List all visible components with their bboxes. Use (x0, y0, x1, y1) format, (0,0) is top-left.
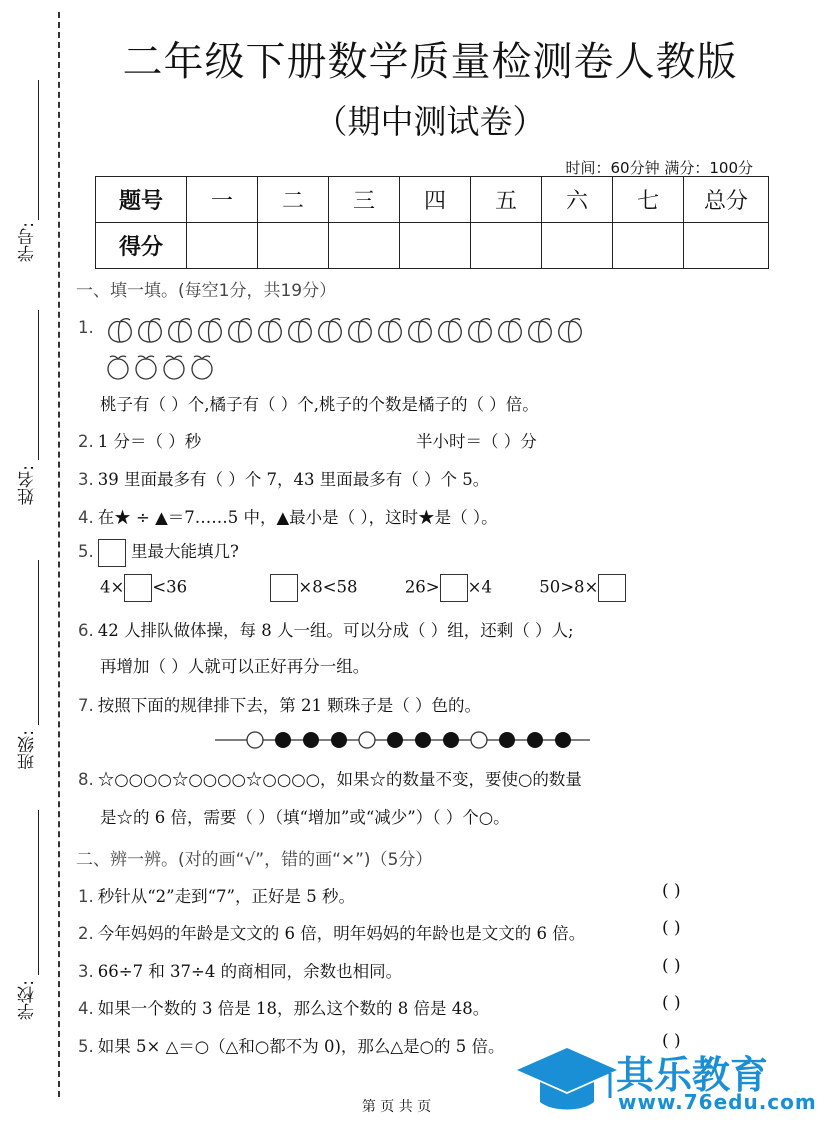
judge-item (78, 920, 585, 944)
score-cell[interactable] (187, 223, 258, 269)
time-info: 时间：60分钟 满分：100分 (565, 159, 753, 177)
question-2 (78, 428, 201, 452)
answer-box[interactable] (598, 574, 626, 602)
judge-item (78, 958, 402, 982)
school-line (38, 810, 39, 975)
question-8-line1: ☆○○○○☆○○○○☆○○○○，如果☆的数量不变，要使○的数量 (97, 770, 582, 789)
question-6-line2: 再增加（ ）人就可以正好再分一组。 (100, 657, 370, 676)
table-cell: 三 (329, 177, 400, 223)
question-2b-text: 半小时＝（ ）分 (416, 432, 537, 451)
question-number: 4. (78, 508, 94, 527)
table-cell: 四 (400, 177, 471, 223)
question-6-line1: 42 人排队做体操，每 8 人一组。可以分成（ ）组，还剩（ ）人; (97, 621, 574, 640)
question-6 (78, 617, 574, 641)
orange-icon (106, 354, 226, 382)
question-number: 2. (78, 924, 94, 943)
answer-box[interactable] (440, 574, 468, 602)
judge-text: 如果一个数的 3 倍是 18，那么这个数的 8 倍是 48。 (97, 999, 490, 1018)
score-cell[interactable] (613, 223, 684, 269)
table-cell: 总分 (684, 177, 769, 223)
judge-item (78, 995, 489, 1019)
expr-text: <36 (152, 577, 188, 597)
class-label: 班级: (18, 730, 38, 770)
cut-line (58, 12, 60, 1097)
question-number: 3. (78, 470, 94, 489)
peach-icons (106, 316, 586, 344)
judge-text: 秒针从“2”走到“7”，正好是 5 秒。 (97, 887, 355, 906)
table-cell: 七 (613, 177, 684, 223)
score-cell[interactable] (684, 223, 769, 269)
table-cell: 二 (258, 177, 329, 223)
judge-text: 今年妈妈的年龄是文文的 6 倍，明年妈妈的年龄也是文文的 6 倍。 (97, 924, 586, 943)
score-cell[interactable] (329, 223, 400, 269)
question-8 (78, 766, 582, 790)
question-7 (78, 692, 481, 716)
question-5-text: 里最大能填几? (131, 542, 239, 561)
question-number: 2. (78, 432, 94, 451)
score-table (95, 176, 769, 269)
question-number: 6. (78, 621, 94, 640)
judge-answer-blank[interactable]: ( ) (662, 881, 681, 901)
answer-box[interactable] (270, 574, 298, 602)
question-number: 5. (78, 542, 94, 561)
table-cell: 六 (542, 177, 613, 223)
watermark-url: www.76edu.com (618, 1090, 817, 1114)
question-7-text: 按照下面的规律排下去，第 21 颗珠子是（ ）色的。 (97, 696, 481, 715)
question-3 (78, 466, 489, 490)
school-label: 学校: (18, 980, 38, 1020)
page-subtitle: （期中测试卷） (314, 102, 546, 141)
question-4-text: 在★ ÷ ▲＝7……5 中，▲最小是（ ），这时★是（ ）。 (97, 508, 498, 527)
section-1-heading: 一、填一填。(每空1分，共19分） (76, 281, 337, 301)
student-id-line (38, 80, 39, 220)
question-3-text: 39 里面最多有（ ）个 7，43 里面最多有（ ）个 5。 (97, 470, 490, 489)
question-number: 1. (78, 887, 94, 906)
expr-text: 50>8× (539, 577, 599, 597)
question-number: 1. (78, 318, 94, 337)
question-8-line2: 是☆的 6 倍，需要（ ）（填“增加”或“减少”）（ ）个○。 (100, 808, 510, 827)
judge-text: 如果 5× △＝○（△和○都不为 0)，那么△是○的 5 倍。 (97, 1037, 505, 1056)
watermark-name: 其乐教育 (616, 1053, 769, 1097)
question-number: 8. (78, 770, 94, 789)
name-label: 姓名: (18, 465, 38, 505)
peach-icon (106, 316, 586, 344)
judge-answer-blank[interactable]: ( ) (662, 1031, 681, 1051)
score-cell[interactable] (258, 223, 329, 269)
question-1-number (78, 318, 98, 337)
score-cell[interactable] (542, 223, 613, 269)
expr-text: 26> (404, 577, 440, 597)
expr-text: ×8<58 (298, 577, 358, 597)
score-table-score-row (96, 223, 769, 269)
table-cell: 题号 (96, 177, 187, 223)
judge-answer-blank[interactable]: ( ) (662, 956, 681, 976)
score-cell[interactable] (400, 223, 471, 269)
page-footer: 第 页 共 页 (361, 1099, 432, 1115)
answer-box[interactable] (124, 574, 152, 602)
table-cell: 一 (187, 177, 258, 223)
judge-item (78, 1033, 505, 1057)
score-cell[interactable] (471, 223, 542, 269)
bead-string (215, 725, 595, 755)
question-number: 5. (78, 1037, 94, 1056)
judge-text: 66÷7 和 37÷4 的商相同，余数也相同。 (97, 962, 403, 981)
answer-box[interactable] (98, 539, 126, 567)
judge-item (78, 883, 355, 907)
question-5 (78, 538, 239, 567)
section-2-heading: 二、辨一辨。(对的画“√”，错的画“×”)（5分） (76, 850, 433, 870)
class-line (38, 560, 39, 725)
name-line (38, 310, 39, 460)
question-4 (78, 504, 498, 528)
student-id-label: 学号: (18, 222, 38, 262)
question-1-text: 桃子有（ ）个,橘子有（ ）个,桃子的个数是橘子的（ ）倍。 (100, 395, 539, 414)
expr-text: ×4 (467, 577, 492, 597)
binding-margin (0, 0, 62, 1122)
question-number: 7. (78, 696, 94, 715)
expr-text: 4× (100, 577, 125, 597)
judge-answer-blank[interactable]: ( ) (662, 918, 681, 938)
question-number: 4. (78, 999, 94, 1018)
judge-answer-blank[interactable]: ( ) (662, 993, 681, 1013)
page-title: 二年级下册数学质量检测卷人教版 (122, 39, 738, 85)
orange-icons (106, 354, 226, 382)
table-cell: 得分 (96, 223, 187, 269)
question-number: 3. (78, 962, 94, 981)
question-5-items (100, 574, 626, 602)
table-cell: 五 (471, 177, 542, 223)
question-2a-text: 1 分＝（ ）秒 (97, 432, 202, 451)
score-table-header-row (96, 177, 769, 223)
